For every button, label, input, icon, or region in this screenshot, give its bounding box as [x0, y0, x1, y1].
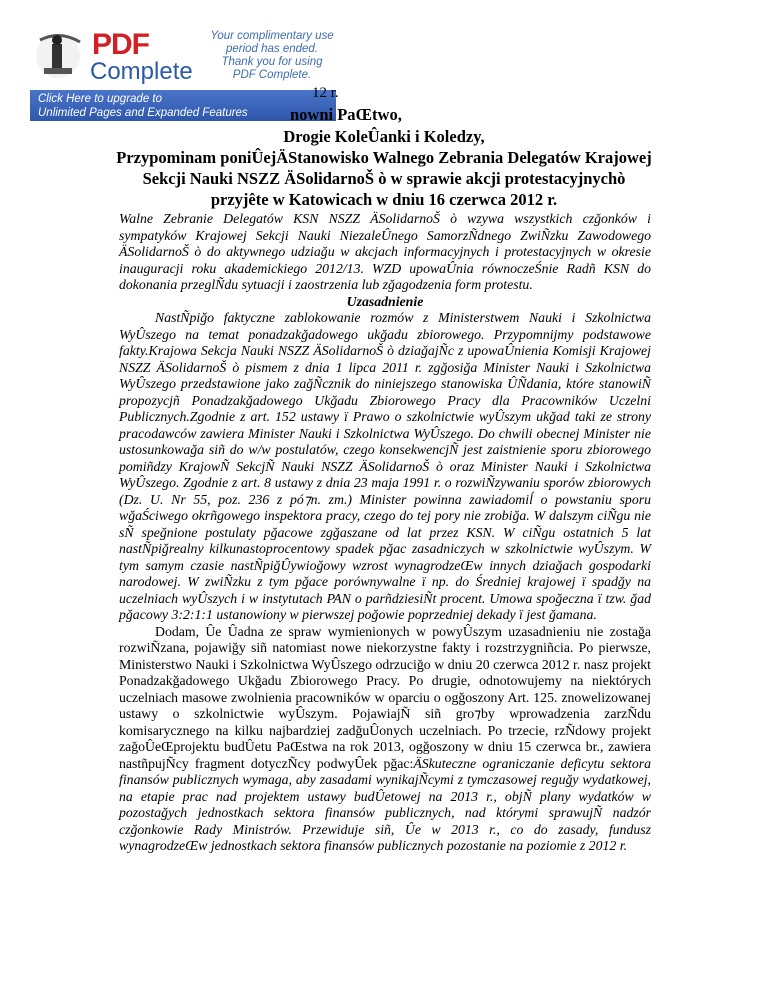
- section-heading: Uzasadnienie: [346, 293, 424, 309]
- date-fragment: 12 r.: [312, 85, 339, 101]
- upgrade-line-1[interactable]: Click Here to upgrade to: [38, 93, 163, 105]
- title-line-2: Sekcji Nauki NSZZ ÄSolidarnoŠ ò w sprawie akcji protestacyjnychò: [142, 169, 626, 188]
- paragraph-update: [119, 624, 651, 855]
- document-body: [119, 211, 651, 855]
- paragraph-update-text: Dodam, Ûe Ûadna ze spraw wymienionych w powyÛszym uzasadnieniu nie zostağa rozwiÑzana, pojawiğy siñ natomiast nowe niekorzystne fakty i rozstrzygniñcia. Po pierwsze, Ministerstwo Nauki i Szkolnictwa WyÛszego odrzuciğo w dniu 20 czerwca 2012 r. nasz projekt Ponadzakğadowego Ukğadu Zbiorowego Pracy. Po drugie, odnotowujemy na niektórych uczelniach masowe zwolnienia pracowników w oparciu o ogğoszony Art. 125. znowelizowanej ustawy o szkolnictwie wyÛszym. PojawiajÑ siñ gro⁊by wprowadzenia zarzÑdu komisarycznego na kilku najbardziej zadğuÛonych uczelniach. Po trzecie, rzÑdowy projekt zağoÛeŒprojektu budÛetu PaŒstwa na rok 2013, ogğoszony w dniu 15 czerwca br., zawiera nastñpujÑcy fragment dotyczÑcy podwyÛek pğac:: [119, 623, 651, 771]
- greeting-line-1: nowni PaŒtwo,: [290, 105, 402, 124]
- title-line-1: Przypominam poniÛejÄStanowisko Walnego Zebrania Delegatów Krajowej: [116, 148, 652, 167]
- paragraph-justification: NastÑpiğo faktyczne zablokowanie rozmów z Ministerstwem Nauki i Szkolnictwa WyÛszego na temat ponadzakğadowego ukğadu zbiorowego. Przypomnijmy podstawowe fakty.Krajowa Sekcja Nauki NSZZ ÄSolidarnoŠ ò dziağajÑc z upowaÛnienia Komisji Krajowej NSZZ ÄSolidarnoŠ ò pismem z dnia 1 lipca 2011 r. zgğosiğa Minister Nauki i Szkolnictwa WyÛszego przedstawione jako zağÑcznik do niniejszego stanowiska ÛÑdania, które stanowiÑ propozycjñ Ponadzakğadowego Ukğadu Zbiorowego Pracy dla Pracowników Uczelni Publicznych.Zgodnie z art. 152 ustawy ï Prawo o szkolnictwie wyÛszym ukğad taki ze strony pracodawców zawiera Minister Nauki i Szkolnictwa WyÛszego. Do chwili obecnej Minister nie ustosunkowağa siñ do w/w postulatów, czego konsekwencjÑ jest zaistnienie sporu zbiorowego pomiñdzy KrajowÑ SekcjÑ Nauki NSZZ ÄSolidarnoŠ ò oraz Minister Nauki i Szkolnictwa WyÛszego. Zgodnie z art. 8 ustawy z dnia 23 maja 1991 r. o rozwiÑzywaniu sporów zbiorowych (Dz. U. Nr 55, poz. 236 z pó⁊n. zm.) Minister powinna zawiadomiĺ o powstaniu sporu wğaŚciwego okrñgowego inspektora pracy, czego do tej pory nie zrobiğa. W dalszym ciÑgu nie sÑ speğnione postulaty pğacowe zgğaszane od lat przez KSN. W ciÑgu ostatnich 5 lat nastÑpiğrealny kilkunastoprocentowy spadek pğac zasadniczych w szkolnictwie wyÛszym. W tym samym czasie nastÑpiğÛywioğowy wzrost wynagrodzeŒw innych dziağach gospodarki narodowej. W zwiÑzku z tym pğace porównywalne ï np. do Średniej krajowej ï spadğy na uczelniach wyÛszych i w instytutach PAN o parñdziesiÑt procent. Umowa spoğeczna ï tzw. ğad pğacowy 3:2:1:1 ustanowiony w pierwszej poğowie poprzedniej dekady ï jest ğamana.: [119, 310, 651, 622]
- logo-pdf-text: PDF: [92, 28, 149, 61]
- paragraph-update-quote: ÄSkuteczne ograniczanie deficytu sektora finansów publicznych wymaga, aby zasadami wynikajÑcymi z tymczasowej reguğy wydatkowej, na etapie prac nad projektem ustawy budÛetowej na 2013 r., objÑ plany wydatków w pozostağych jednostkach sektora finansów publicznych, nad którymi sprawujÑ nadzór czğonkowie Rady Ministrów. Przewiduje siñ, Ûe w 2013 r., co do zasady, fundusz wynagrodzeŒw jednostkach sektora finansów publicznych pozostanie na poziomie z 2012 r.: [119, 755, 651, 853]
- greeting-line-2: Drogie KoleÛanki i Koledzy,: [283, 127, 485, 146]
- upgrade-line-2[interactable]: Unlimited Pages and Expanded Features: [38, 107, 248, 119]
- promo-text: Your complimentary use period has ended. Thank you for using PDF Complete.: [210, 30, 334, 81]
- logo-complete-text: Complete: [90, 58, 193, 85]
- paragraph-resolution: Walne Zebranie Delegatów KSN NSZZ ÄSolidarnoŠ ò wzywa wszystkich czğonków i sympatyków Krajowej Sekcji Nauki NiezaleÛnego SamorzÑdnego ZwiÑzku Zawodowego ÄSolidarnoŠ ò do aktywnego udziağu w akcjach informacyjnych i protestacyjnych w okresie inauguracji roku akademickiego 2012/13. WZD upowaÛnia równoczeŚnie Radñ KSN do dokonania przeglÑdu sytuacji i zaostrzenia lub zğagodzenia form protestu.: [119, 211, 651, 292]
- title-line-3: przyjête w Katowicach w dniu 16 czerwca 2012 r.: [210, 190, 558, 209]
